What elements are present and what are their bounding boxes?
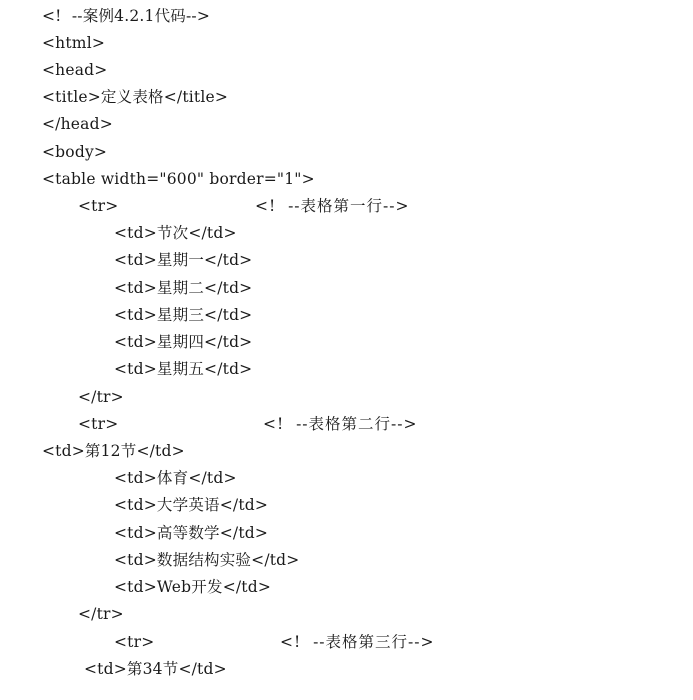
code-line-tr-open-1: <tr> bbox=[78, 197, 119, 215]
code-line-comment-title: <! --案例4.2.1代码--> bbox=[42, 7, 211, 25]
code-line-td-12: <td>第12节</td> bbox=[42, 442, 185, 460]
code-line-body-open: <body> bbox=[42, 143, 108, 161]
code-line-html-open: <html> bbox=[42, 34, 106, 52]
code-line-table-open: <table width="600" border="1"> bbox=[42, 170, 315, 188]
code-line-td-web: <td>Web开发</td> bbox=[114, 578, 272, 596]
code-line-tr-close-2: </tr> bbox=[78, 605, 124, 623]
code-line-td-ds: <td>数据结构实验</td> bbox=[114, 551, 300, 569]
code-line-td-mon: <td>星期一</td> bbox=[114, 251, 253, 269]
code-line-td-jieci: <td>节次</td> bbox=[114, 224, 237, 242]
code-line-td-pe: <td>体育</td> bbox=[114, 469, 237, 487]
code-line-td-english: <td>大学英语</td> bbox=[114, 496, 269, 514]
code-line-head-open: <head> bbox=[42, 61, 108, 79]
code-line-tr-open-3: <tr> bbox=[114, 633, 155, 651]
code-line-td-wed: <td>星期三</td> bbox=[114, 306, 253, 324]
code-line-head-close: </head> bbox=[42, 115, 113, 133]
code-comment-row1: <! --表格第一行--> bbox=[255, 197, 410, 215]
code-line-td-tue: <td>星期二</td> bbox=[114, 279, 253, 297]
code-line-td-thu: <td>星期四</td> bbox=[114, 333, 253, 351]
code-comment-row2: <! --表格第二行--> bbox=[263, 415, 418, 433]
code-line-tr-close-1: </tr> bbox=[78, 388, 124, 406]
code-line-td-34: <td>第34节</td> bbox=[84, 660, 227, 678]
code-line-td-fri: <td>星期五</td> bbox=[114, 360, 253, 378]
code-line-td-math: <td>高等数学</td> bbox=[114, 524, 269, 542]
code-comment-row3: <! --表格第三行--> bbox=[280, 633, 435, 651]
code-line-title: <title>定义表格</title> bbox=[42, 88, 229, 106]
code-line-tr-open-2: <tr> bbox=[78, 415, 119, 433]
